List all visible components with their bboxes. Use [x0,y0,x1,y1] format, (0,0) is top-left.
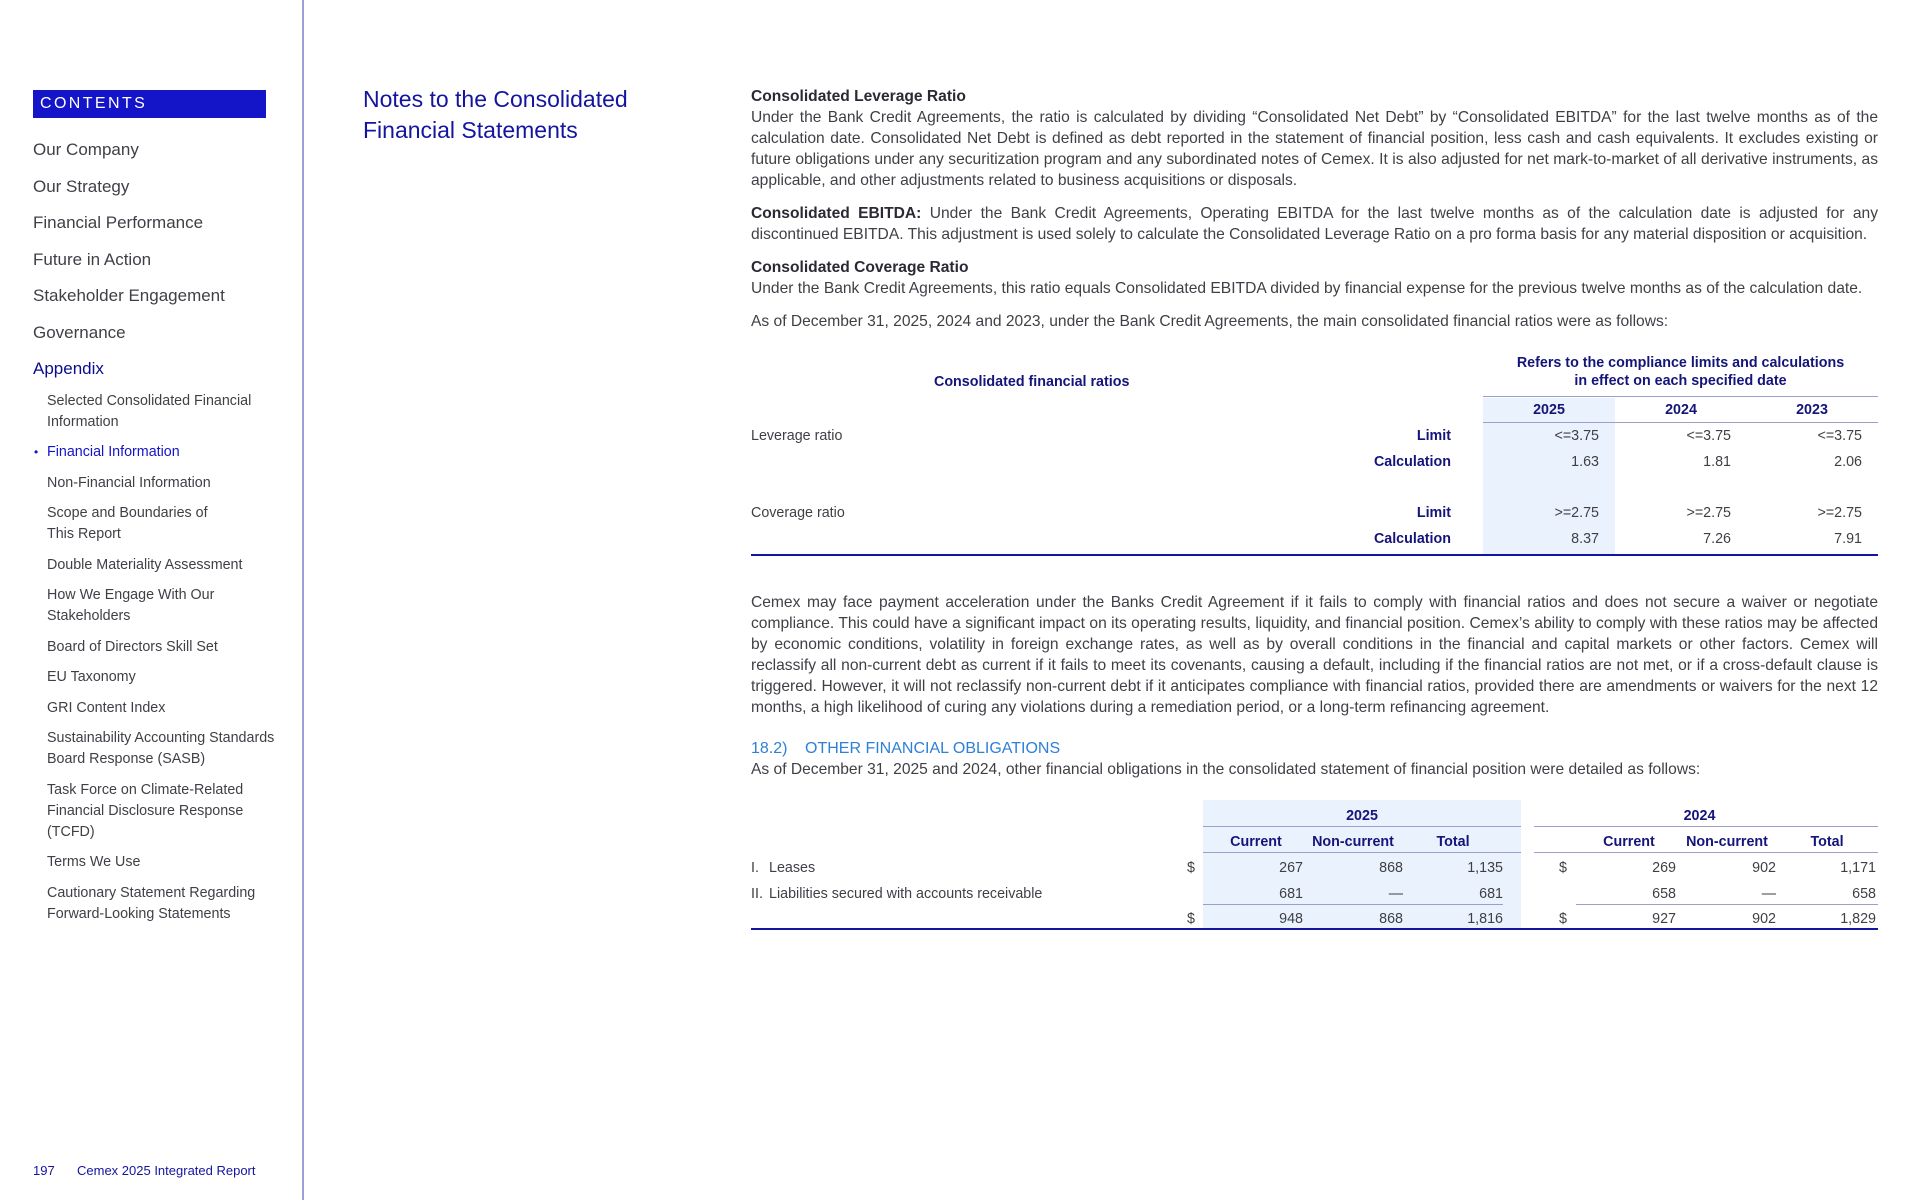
receivables-2024-noncurrent: — [1761,886,1776,902]
obligations-table [751,800,1878,930]
totals-currency-2025: $ [1187,911,1195,927]
ebitda-paragraph [751,203,1878,245]
subnav-scope-and-boundaries[interactable]: Scope and Boundaries of This Report [47,505,208,542]
subnav-terms-we-use[interactable]: Terms We Use [47,854,141,870]
leases-2024-total: 1,171 [1840,860,1876,876]
leverage-calc-label: Calculation [1373,454,1451,470]
receivables-2025-current: 681 [1279,886,1303,902]
subnav-board-skill-set[interactable]: Board of Directors Skill Set [47,638,218,655]
subnav-non-financial-information[interactable]: Non-Financial Information [47,474,211,491]
receivables-2024-total: 658 [1852,886,1876,902]
leverage-ratio-label: Leverage ratio [751,428,843,444]
leverage-paragraph: Under the Bank Credit Agreements, the ratio is calculated by dividing “Consolidated Net Debt” by “Consolidated EBITDA” for the last twelve months as of the calculation date. Consolidated Net Debt is defined as debt reported in the statement of financial position, less cash and cash equivalents. It excludes existing or future obligations under any securitization program and any subordinated notes of Cemex. It is also adjusted for net mark-to-market of all derivative instruments, as applicable, and other adjustments related to business acquisitions or disposals. [751,109,1878,189]
ratios-year-2025: 2025 [1533,402,1565,418]
ratios-year-2024: 2024 [1665,402,1697,418]
row-receivables-text: Liabilities secured with accounts receivable [769,886,1043,902]
leverage-calc-2024: 1.81 [1703,454,1731,470]
obligations-col-rule-2025 [1203,852,1521,853]
other-obligations-heading [751,738,1878,759]
ebitda-text: Under the Bank Credit Agreements, Operating EBITDA for the last twelve months as of the calculation date is adjusted for any discontinued EBITDA. This adjustment is used solely to calculate the Consolidated Leverage Ratio on a pro forma basis for any material disposition or acquisition. [751,205,1878,243]
nav-future-in-action[interactable]: Future in Action [33,249,152,269]
leases-2025-current: 267 [1279,860,1303,876]
report-name: Cemex 2025 Integrated Report [77,1163,256,1178]
col-2024-total: Total [1810,834,1844,850]
subnav-tcfd[interactable]: Task Force on Climate-Related Financial Disclosure Response (TCFD) [47,781,244,840]
col-2025-total: Total [1436,834,1470,850]
leverage-limit-2023: <=3.75 [1817,428,1862,444]
subnav-double-materiality-assessment[interactable]: Double Materiality Assessment [47,556,243,573]
row-receivables-number: II. [751,886,763,902]
col-2025-current: Current [1230,834,1282,850]
ratios-year-rule [1483,422,1878,423]
subnav-cautionary-statement[interactable]: Cautionary Statement Regarding Forward-Looking Statements [47,884,256,922]
nav-governance[interactable]: Governance [33,322,126,342]
ratios-refers-note [1483,354,1878,390]
section-title: Notes to the Consolidated Financial Statements [363,86,628,143]
coverage-heading: Consolidated Coverage Ratio [751,259,969,276]
obligations-year-2024: 2024 [1683,808,1716,824]
obligations-year-2025: 2025 [1346,808,1378,824]
contents-label: CONTENTS [33,90,266,118]
page-footer [33,1163,256,1178]
row-leases-currency-2024: $ [1559,860,1567,876]
coverage-calc-2023: 7.91 [1834,531,1862,547]
leverage-limit-2025: <=3.75 [1554,428,1599,444]
coverage-limit-2024: >=2.75 [1686,505,1731,521]
acceleration-paragraph: Cemex may face payment acceleration under the Banks Credit Agreement if it fails to comply with financial ratios and does not secure a waiver or negotiate compliance. This could have a significant impact on its operating results, liquidity, and financial position. Cemex’s ability to comply with these ratios may be affected by economic conditions, volatility in foreign exchange rates, as well as by overall conditions in the financial and capital markets or other factors. Cemex will reclassify all non-current debt as current if it fails to meet its covenants, causing a default, including if the financial ratios are not met, or if a cross-default clause is triggered. However, it will not reclassify non-current debt if it anticipates compliance with financial ratios, provided there are amendments or waivers for the next 12 months, a high likelihood of curing any violations during a remediation period, or a long-term refinancing agreement. [751,594,1878,716]
other-obligations-number: 18.2) [751,740,788,757]
coverage-calc-2024: 7.26 [1703,531,1731,547]
subnav-sasb[interactable]: Sustainability Accounting Standards Board Response (SASB) [47,730,275,767]
appendix-subnav [33,391,293,925]
receivables-2025-total: 681 [1479,886,1503,902]
coverage-limit-2025: >=2.75 [1554,505,1599,521]
nav-financial-performance[interactable]: Financial Performance [33,213,204,232]
page-number: 197 [33,1163,55,1178]
ratios-table [751,355,1878,568]
col-2025-noncurrent: Non-current [1312,834,1394,850]
leases-2024-current: 269 [1652,860,1676,876]
ratios-intro: As of December 31, 2025, 2024 and 2023, under the Bank Credit Agreements, the main consolidated financial ratios were as follows: [751,313,1669,330]
other-obligations-title: OTHER FINANCIAL OBLIGATIONS [805,740,1061,757]
totals-currency-2024: $ [1559,911,1567,927]
obligations-bottom-rule [751,928,1878,930]
nav-our-strategy[interactable]: Our Strategy [33,176,130,196]
total-2025-noncurrent: 868 [1379,911,1403,927]
coverage-ratio-label: Coverage ratio [751,505,845,521]
ratios-table-title: Consolidated financial ratios [934,374,1130,390]
total-2024-total: 1,829 [1840,911,1876,927]
row-receivables-label [751,884,1042,905]
coverage-limit-2023: >=2.75 [1817,505,1862,521]
total-2025-total: 1,816 [1467,911,1503,927]
row-leases-label [751,858,815,879]
total-2024-noncurrent: 902 [1752,911,1776,927]
ratios-refers-line2: in effect on each specified date [1574,373,1787,389]
leverage-heading: Consolidated Leverage Ratio [751,88,966,105]
obligations-2025-rule [1203,826,1521,827]
ratios-header-rule [1483,396,1878,397]
coverage-limit-label: Limit [1416,505,1451,521]
ebitda-heading: Consolidated EBITDA: [751,205,922,222]
row-leases-text: Leases [769,860,816,876]
coverage-paragraph: Under the Bank Credit Agreements, this ratio equals Consolidated EBITDA divided by financial expense for the previous twelve months as of the calculation date. [751,280,1863,297]
obligations-col-rule-2024 [1534,852,1878,853]
ratios-year-2023: 2023 [1796,402,1828,418]
leases-2025-noncurrent: 868 [1379,860,1403,876]
ratios-refers-line1: Refers to the compliance limits and calculations [1516,355,1845,371]
nav-stakeholder-engagement[interactable]: Stakeholder Engagement [33,286,225,305]
subnav-eu-taxonomy[interactable]: EU Taxonomy [47,669,136,685]
col-2024-current: Current [1603,834,1655,850]
col-2024-noncurrent: Non-current [1686,834,1768,850]
row-leases-number: I. [751,860,759,876]
subnav-selected-consolidated-financial-information[interactable]: Selected Consolidated Financial Information [47,392,252,430]
nav-appendix[interactable]: Appendix [33,359,104,378]
subnav-how-we-engage[interactable]: How We Engage With Our Stakeholders [47,587,215,624]
total-2024-current: 927 [1652,911,1676,927]
leverage-limit-label: Limit [1416,428,1451,444]
main-content [751,86,1878,930]
obligations-2024-rule [1534,826,1878,827]
receivables-2024-current: 658 [1652,886,1676,902]
sidebar [0,0,304,1200]
ratios-bottom-rule [751,554,1878,556]
nav-our-company[interactable]: Our Company [33,140,139,159]
obligations-subtotal-rule-2025 [1203,904,1503,905]
coverage-calc-label: Calculation [1373,531,1451,547]
leases-2025-total: 1,135 [1467,860,1503,876]
leases-2024-noncurrent: 902 [1752,860,1776,876]
leverage-calc-2025: 1.63 [1571,454,1599,470]
receivables-2025-noncurrent: — [1388,886,1403,902]
sidebar-nav [33,137,293,934]
leverage-limit-2024: <=3.75 [1686,428,1731,444]
total-2025-current: 948 [1279,911,1303,927]
other-obligations-intro: As of December 31, 2025 and 2024, other financial obligations in the consolidated statement of financial position were detailed as follows: [751,761,1701,778]
obligations-subtotal-rule-2024 [1576,904,1878,905]
coverage-calc-2025: 8.37 [1571,531,1599,547]
subnav-gri-content-index[interactable]: GRI Content Index [47,699,166,716]
leverage-calc-2023: 2.06 [1834,454,1862,470]
row-leases-currency-2025: $ [1187,860,1195,876]
subnav-financial-information[interactable]: • Financial Information [47,442,293,463]
